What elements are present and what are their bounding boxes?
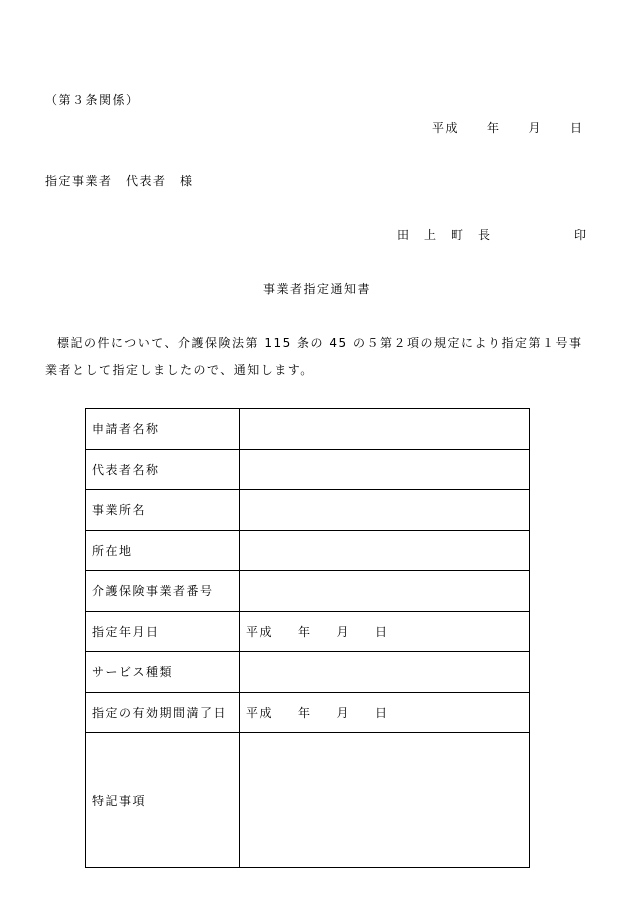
- issuer-name: 田 上 町 長: [397, 228, 492, 242]
- table-row: [86, 611, 530, 652]
- date-era: 平成: [246, 705, 274, 720]
- row-value: [240, 530, 530, 571]
- date-era: 平成: [246, 624, 274, 639]
- seal-mark: 印: [574, 228, 588, 242]
- date-month: 月: [528, 121, 543, 135]
- date-month: 月: [336, 624, 351, 639]
- body-text: 標記の件について、介護保険法第 115 条の 45 の５第２項の規定により指定第１号事業者として指定しましたので、通知します。: [45, 336, 583, 377]
- row-value: [240, 733, 530, 868]
- date-day: 日: [375, 624, 389, 639]
- date-day: 日: [570, 121, 584, 135]
- date-day: 日: [375, 705, 389, 720]
- addressee: 指定事業者 代表者 様: [45, 174, 194, 188]
- row-label: 介護保険事業者番号: [86, 571, 240, 612]
- form-reference: （第３条関係）: [45, 93, 140, 107]
- row-label: 事業所名: [86, 490, 240, 531]
- date-year: 年: [487, 121, 501, 135]
- row-label: 代表者名称: [86, 449, 240, 490]
- row-label: 特記事項: [86, 733, 240, 868]
- designation-table: [85, 408, 530, 868]
- date-month: 月: [336, 705, 351, 720]
- table-row: [86, 571, 530, 612]
- row-label: サービス種類: [86, 652, 240, 693]
- date-era: 平成: [432, 121, 460, 135]
- table-row: [86, 490, 530, 531]
- row-value: [240, 571, 530, 612]
- row-label: 指定の有効期間満了日: [86, 692, 240, 733]
- table-row: [86, 692, 530, 733]
- designation-date-value: [240, 611, 530, 652]
- table-row: [86, 409, 530, 450]
- row-value: [240, 449, 530, 490]
- document-title: 事業者指定通知書: [263, 282, 372, 296]
- expiry-date-value: [240, 692, 530, 733]
- row-label: 指定年月日: [86, 611, 240, 652]
- row-label: 申請者名称: [86, 409, 240, 450]
- table-row: [86, 733, 530, 868]
- date-year: 年: [298, 705, 312, 720]
- table-row: [86, 530, 530, 571]
- table-row: [86, 652, 530, 693]
- issue-date: [432, 120, 584, 136]
- row-value: [240, 652, 530, 693]
- row-value: [240, 409, 530, 450]
- date-year: 年: [298, 624, 312, 639]
- table-row: [86, 449, 530, 490]
- row-label: 所在地: [86, 530, 240, 571]
- row-value: [240, 490, 530, 531]
